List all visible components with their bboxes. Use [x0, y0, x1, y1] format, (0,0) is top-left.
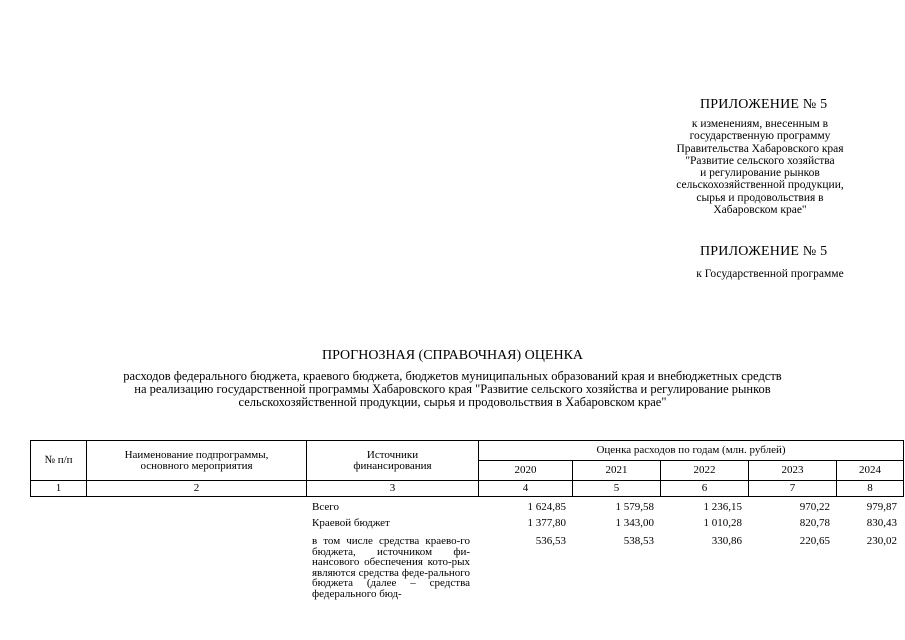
header-name: Наименование подпрограммы, основного мероприятия	[87, 441, 307, 481]
row-value: 1 010,28	[703, 517, 742, 529]
row-value: 536,53	[535, 535, 566, 547]
row-value: 1 377,80	[527, 517, 566, 529]
column-number: 1	[31, 481, 87, 497]
row-value: 830,43	[866, 517, 897, 529]
appendix-1-line: и регулирование рынков	[700, 167, 820, 180]
row-source: Краевой бюджет	[312, 517, 390, 529]
document-title: ПРОГНОЗНАЯ (СПРАВОЧНАЯ) ОЦЕНКА	[321, 348, 584, 363]
appendix-1-line: государственную программу	[689, 130, 831, 143]
header-year: 2024	[837, 461, 904, 481]
appendix-1-line: Правительства Хабаровского края	[676, 142, 844, 155]
appendix-1-text	[660, 118, 860, 216]
appendix-1-line: сельскохозяйственной продукции,	[676, 179, 844, 192]
estimate-table-body	[30, 502, 903, 599]
row-value: 1 236,15	[703, 501, 742, 513]
row-value: 970,22	[799, 501, 830, 513]
subtitle-line: на реализацию государственной программы Хабаровского края "Развитие сельского хозяйства и регулирование рынков	[134, 382, 771, 396]
table-row	[30, 502, 903, 518]
appendix-2-title: ПРИЛОЖЕНИЕ № 5	[700, 244, 828, 259]
column-number: 8	[837, 481, 904, 497]
row-value: 820,78	[799, 517, 830, 529]
appendix-2-line: к Государственной программе	[696, 268, 844, 280]
row-value: 330,86	[711, 535, 742, 547]
row-value: 1 343,00	[615, 517, 654, 529]
appendix-1-title: ПРИЛОЖЕНИЕ № 5	[700, 97, 828, 112]
column-number: 3	[307, 481, 479, 497]
row-value: 979,87	[866, 501, 897, 513]
header-year: 2022	[661, 461, 749, 481]
appendix-1-line: "Развитие сельского хозяйства	[685, 154, 835, 167]
column-number: 5	[573, 481, 661, 497]
row-value: 538,53	[623, 535, 654, 547]
row-value: 220,65	[799, 535, 830, 547]
column-number: 7	[749, 481, 837, 497]
subtitle-line: расходов федерального бюджета, краевого бюджета, бюджетов муниципальных образований края и внебюджетных средств	[123, 369, 782, 383]
appendix-1-line: сырья и продовольствия в	[696, 191, 824, 204]
row-value: 230,02	[866, 535, 897, 547]
row-source: Всего	[312, 501, 339, 513]
appendix-1-line: к изменениям, внесенным в	[691, 118, 829, 130]
header-year: 2023	[749, 461, 837, 481]
column-number: 4	[479, 481, 573, 497]
estimate-table-header	[30, 440, 904, 497]
row-value: 1 624,85	[527, 501, 566, 513]
appendix-1-line: Хабаровском крае"	[713, 204, 807, 217]
header-estimate: Оценка расходов по годам (млн. рублей)	[479, 441, 904, 461]
row-value: 1 579,58	[615, 501, 654, 513]
header-num: № п/п	[31, 441, 87, 481]
header-year: 2020	[479, 461, 573, 481]
document-subtitle	[20, 370, 885, 409]
header-year: 2021	[573, 461, 661, 481]
column-number: 6	[661, 481, 749, 497]
subtitle-line: сельскохозяйственной продукции, сырья и продовольствия в Хабаровском крае"	[238, 395, 667, 409]
table-row	[30, 518, 903, 536]
column-number: 2	[87, 481, 307, 497]
row-source: в том числе средства краево-го бюджета, источником фи-нансового обеспечения кото-рых являются средства феде-рального бюджета (далее – средства федерального бюд-	[312, 535, 470, 600]
table-row	[30, 536, 903, 599]
header-source: Источники финансирования	[307, 441, 479, 481]
